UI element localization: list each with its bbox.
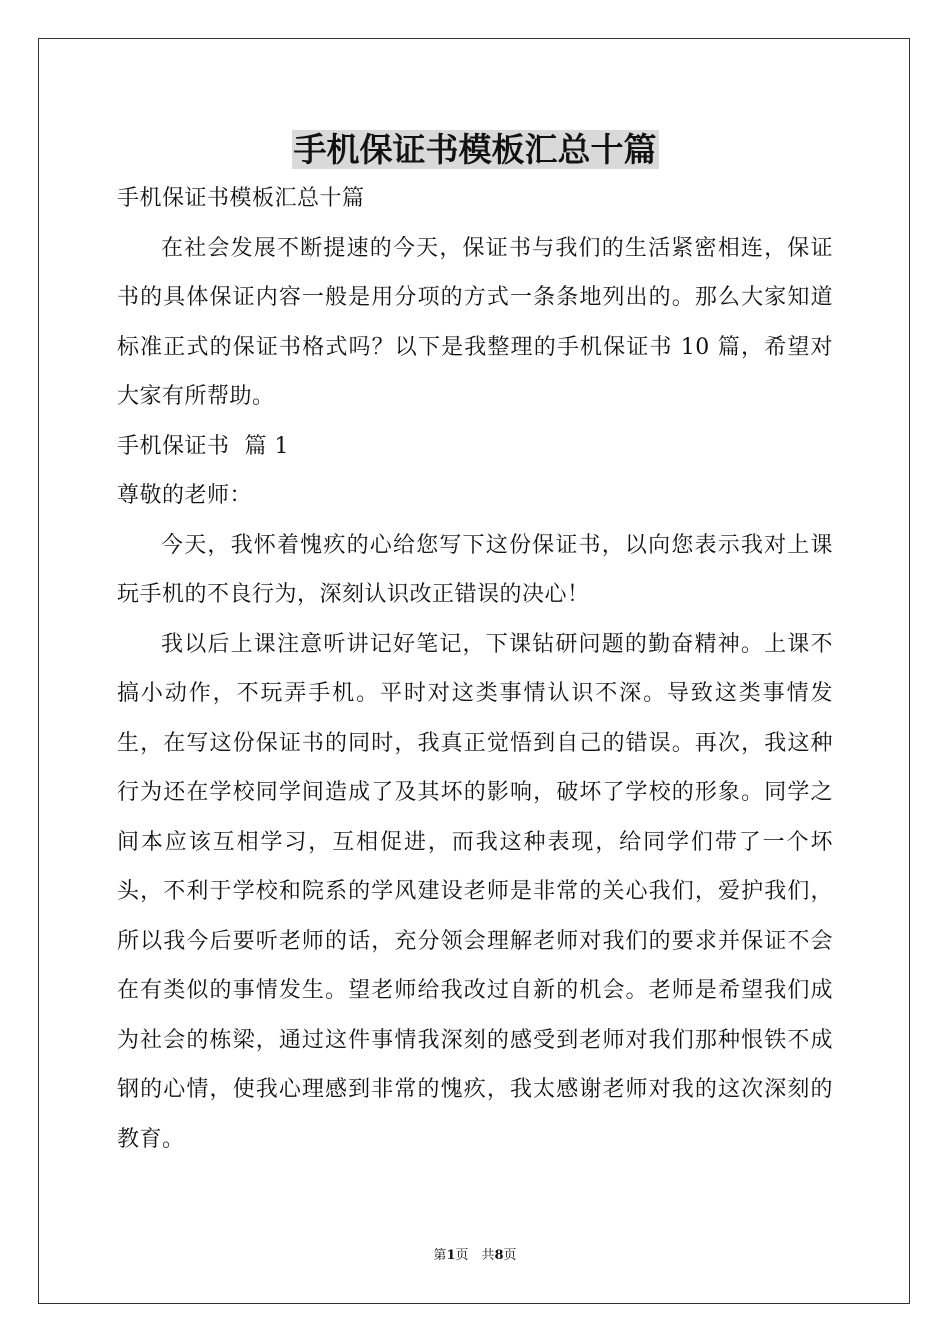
paragraph: 我以后上课注意听讲记好笔记，下课钻研问题的勤奋精神。上课不搞小动作，不玩弄手机。平时对这类事情认识不深。导致这类事情发生，在写这份保证书的同时，我真正觉悟到自己的错误。再次，我这种行为还在学校同学间造成了及其坏的影响，破坏了学校的形象。同学之间本应该互相学习，互相促进，而我这种表现，给同学们带了一个坏头，不利于学校和院系的学风建设老师是非常的关心我们，爱护我们，所以我今后要听老师的话，充分领会理解老师对我们的要求并保证不会在有类似的事情发生。望老师给我改过自新的机会。老师是希望我们成为社会的栋梁，通过这件事情我深刻的感受到老师对我们那种恨铁不成钢的心情，使我心理感到非常的愧疚，我太感谢老师对我的这次深刻的教育。 [117,631,833,1152]
footer-suffix: 页 [503,1248,517,1263]
page-footer [0,1246,950,1266]
footer-prefix: 第 [433,1248,447,1263]
footer-page-total: 8 [494,1248,504,1263]
paragraph: 手机保证书模板汇总十篇 [117,186,365,211]
paragraph: 在社会发展不断提速的今天，保证书与我们的生活紧密相连，保证书的具体保证内容一般是用分项的方式一条条地列出的。那么大家知道标准正式的保证书格式吗？以下是我整理的手机保证书 10 篇，希望对大家有所帮助。 [117,235,833,409]
salutation: 尊敬的老师： [117,483,253,508]
footer-page-current: 1 [446,1248,456,1263]
footer-mid: 页 共 [455,1248,495,1263]
section-heading: 手机保证书 篇 1 [117,433,289,459]
document-title-text: 手机保证书模板汇总十篇 [293,130,657,169]
paragraph: 今天，我怀着愧疚的心给您写下这份保证书，以向您表示我对上课玩手机的不良行为，深刻认识改正错误的决心！ [117,532,833,607]
document-title [0,124,950,176]
document-body [117,174,833,1164]
